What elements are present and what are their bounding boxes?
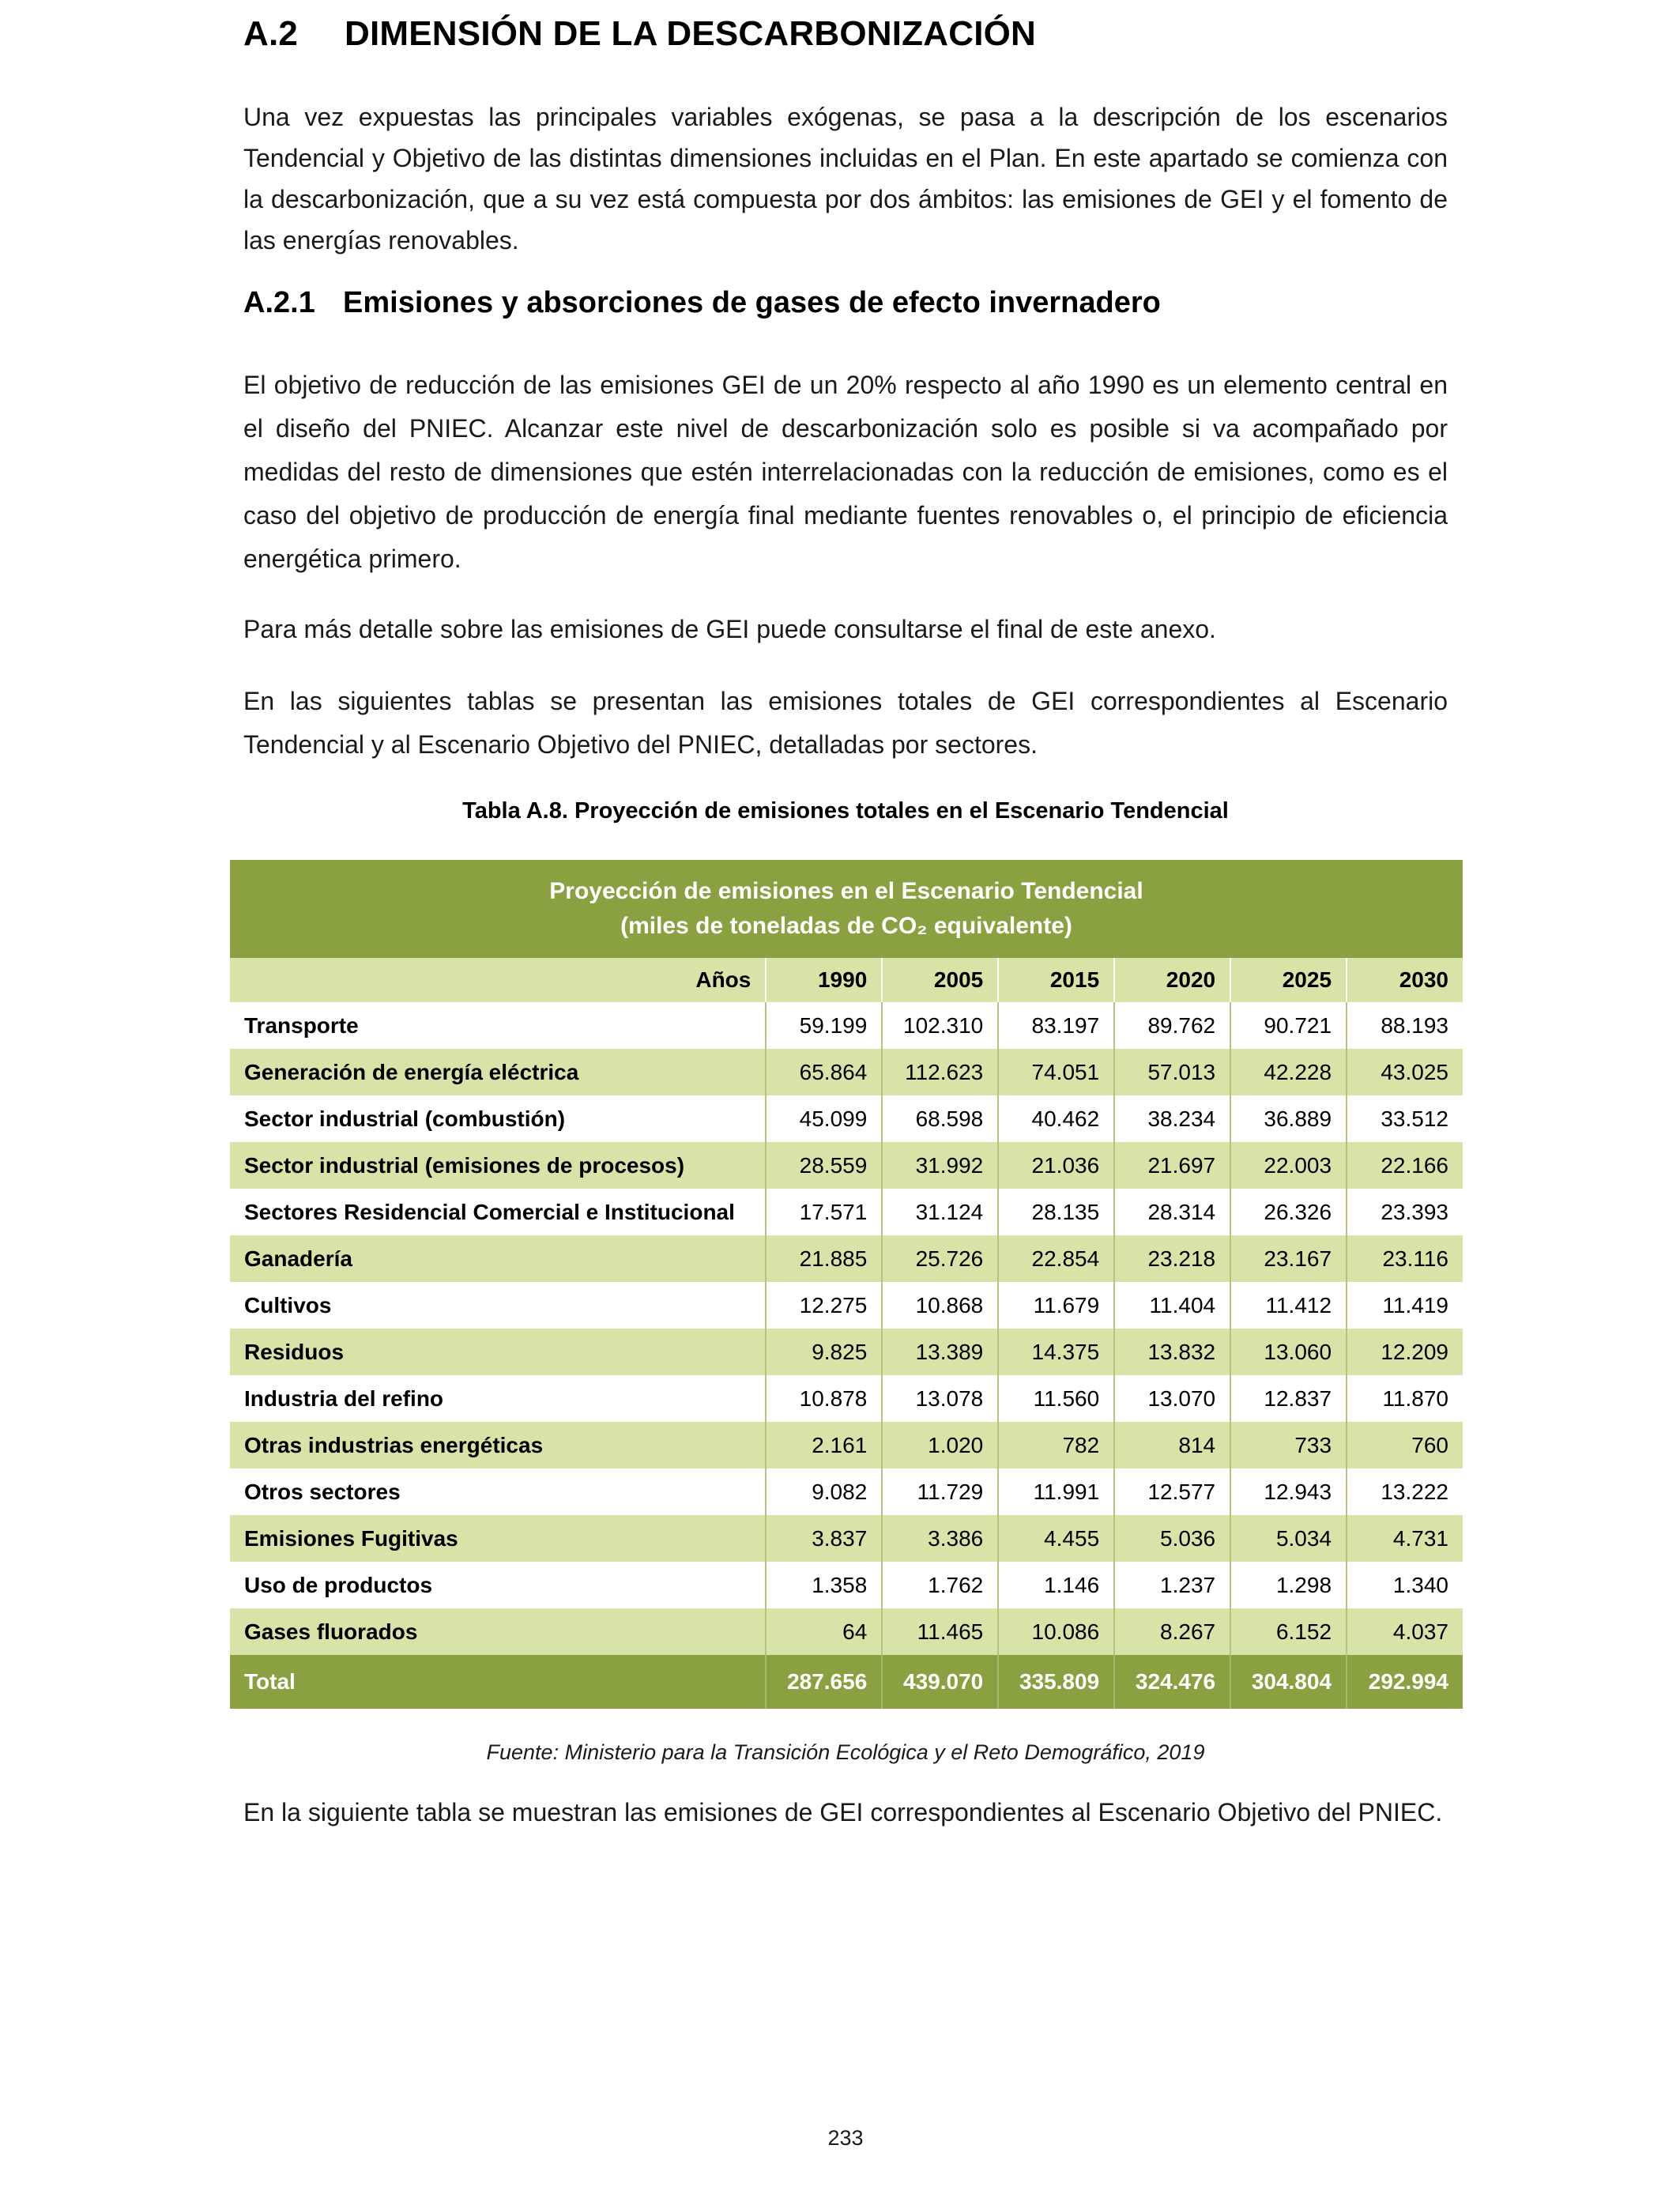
value-cell: 12.577 [1114, 1468, 1230, 1515]
table-row [230, 1562, 1463, 1608]
value-cell: 10.868 [882, 1282, 998, 1329]
value-cell: 25.726 [882, 1235, 998, 1282]
subsection-title: Emisiones y absorciones de gases de efecto invernadero [343, 286, 1161, 319]
value-cell: 26.326 [1230, 1189, 1347, 1235]
table-row [230, 1608, 1463, 1655]
value-cell: 38.234 [1114, 1095, 1230, 1142]
value-cell: 1.340 [1347, 1562, 1463, 1608]
value-cell: 59.199 [766, 1002, 882, 1049]
value-cell: 89.762 [1114, 1002, 1230, 1049]
row-label: Uso de productos [230, 1562, 766, 1608]
table-body [230, 1002, 1463, 1655]
row-label: Sectores Residencial Comercial e Institucional [230, 1189, 766, 1235]
value-cell: 13.078 [882, 1375, 998, 1422]
value-cell: 21.036 [998, 1142, 1114, 1189]
value-cell: 28.314 [1114, 1189, 1230, 1235]
value-cell: 12.837 [1230, 1375, 1347, 1422]
closing-paragraph: En la siguiente tabla se muestran las emisiones de GEI correspondientes al Escenario Objetivo del PNIEC. [243, 1798, 1443, 1826]
year-header: 2020 [1114, 958, 1230, 1002]
years-header-row [230, 958, 1463, 1002]
value-cell: 43.025 [1347, 1049, 1463, 1095]
value-cell: 814 [1114, 1422, 1230, 1468]
value-cell: 9.082 [766, 1468, 882, 1515]
value-cell: 11.419 [1347, 1282, 1463, 1329]
value-cell: 13.389 [882, 1329, 998, 1375]
value-cell: 11.729 [882, 1468, 998, 1515]
table-row [230, 1515, 1463, 1562]
value-cell: 11.870 [1347, 1375, 1463, 1422]
year-header: 2025 [1230, 958, 1347, 1002]
value-cell: 23.116 [1347, 1235, 1463, 1282]
year-header: 2015 [998, 958, 1114, 1002]
value-cell: 11.404 [1114, 1282, 1230, 1329]
value-cell: 45.099 [766, 1095, 882, 1142]
row-label: Sector industrial (combustión) [230, 1095, 766, 1142]
value-cell: 65.864 [766, 1049, 882, 1095]
value-cell: 90.721 [1230, 1002, 1347, 1049]
table-row [230, 1375, 1463, 1422]
value-cell: 10.878 [766, 1375, 882, 1422]
table-row [230, 1282, 1463, 1329]
total-label: Total [230, 1655, 766, 1709]
value-cell: 782 [998, 1422, 1114, 1468]
value-cell: 1.146 [998, 1562, 1114, 1608]
table-row [230, 1468, 1463, 1515]
row-label: Ganadería [230, 1235, 766, 1282]
value-cell: 57.013 [1114, 1049, 1230, 1095]
value-cell: 14.375 [998, 1329, 1114, 1375]
value-cell: 102.310 [882, 1002, 998, 1049]
value-cell: 68.598 [882, 1095, 998, 1142]
table-row [230, 1049, 1463, 1095]
row-label: Industria del refino [230, 1375, 766, 1422]
row-label: Otras industrias energéticas [230, 1422, 766, 1468]
value-cell: 1.237 [1114, 1562, 1230, 1608]
value-cell: 74.051 [998, 1049, 1114, 1095]
value-cell: 12.209 [1347, 1329, 1463, 1375]
year-header: 2030 [1347, 958, 1463, 1002]
value-cell: 88.193 [1347, 1002, 1463, 1049]
row-label: Residuos [230, 1329, 766, 1375]
value-cell: 12.275 [766, 1282, 882, 1329]
row-label: Sector industrial (emisiones de procesos) [230, 1142, 766, 1189]
value-cell: 760 [1347, 1422, 1463, 1468]
paragraph-objective: El objetivo de reducción de las emisiones GEI de un 20% respecto al año 1990 es un elemento central en el diseño del PNIEC. Alcanzar este nivel de descarbonización solo es posible si va acompañado por medidas del resto de dimensiones que estén interrelacionadas con la reducción de emisiones, como es el caso del objetivo de producción de energía final mediante fuentes renovables o, el principio de eficiencia energética primero. [243, 371, 1448, 573]
value-cell: 23.393 [1347, 1189, 1463, 1235]
value-cell: 4.455 [998, 1515, 1114, 1562]
total-cell: 335.809 [998, 1655, 1114, 1709]
value-cell: 21.697 [1114, 1142, 1230, 1189]
row-label: Transporte [230, 1002, 766, 1049]
value-cell: 11.991 [998, 1468, 1114, 1515]
total-cell: 304.804 [1230, 1655, 1347, 1709]
value-cell: 13.060 [1230, 1329, 1347, 1375]
value-cell: 23.167 [1230, 1235, 1347, 1282]
value-cell: 40.462 [998, 1095, 1114, 1142]
intro-paragraph: Una vez expuestas las principales variables exógenas, se pasa a la descripción de los escenarios Tendencial y Objetivo de las distintas dimensiones incluidas en el Plan. En este apartado se comienza con la descarbonización, que a su vez está compuesta por dos ámbitos: las emisiones de GEI y el fomento de las energías renovables. [243, 103, 1448, 254]
paragraph-detail: Para más detalle sobre las emisiones de GEI puede consultarse el final de este anexo. [243, 615, 1216, 643]
total-cell: 287.656 [766, 1655, 882, 1709]
emissions-table [230, 860, 1463, 1709]
table-title [230, 860, 1463, 958]
row-label: Generación de energía eléctrica [230, 1049, 766, 1095]
section-number: A.2 [243, 14, 299, 53]
value-cell: 6.152 [1230, 1608, 1347, 1655]
value-cell: 13.070 [1114, 1375, 1230, 1422]
value-cell: 64 [766, 1608, 882, 1655]
value-cell: 28.559 [766, 1142, 882, 1189]
emissions-table-container [230, 860, 1463, 1709]
value-cell: 36.889 [1230, 1095, 1347, 1142]
subsection-number: A.2.1 [243, 286, 315, 319]
page-number: 233 [827, 2126, 864, 2150]
value-cell: 21.885 [766, 1235, 882, 1282]
years-label: Años [230, 958, 766, 1002]
value-cell: 11.679 [998, 1282, 1114, 1329]
table-row [230, 1142, 1463, 1189]
value-cell: 2.161 [766, 1422, 882, 1468]
value-cell: 42.228 [1230, 1049, 1347, 1095]
table-row [230, 1189, 1463, 1235]
value-cell: 8.267 [1114, 1608, 1230, 1655]
value-cell: 28.135 [998, 1189, 1114, 1235]
value-cell: 10.086 [998, 1608, 1114, 1655]
value-cell: 12.943 [1230, 1468, 1347, 1515]
value-cell: 17.571 [766, 1189, 882, 1235]
table-row [230, 1095, 1463, 1142]
value-cell: 3.837 [766, 1515, 882, 1562]
section-title: DIMENSIÓN DE LA DESCARBONIZACIÓN [345, 14, 1037, 53]
table-row [230, 1329, 1463, 1375]
value-cell: 1.762 [882, 1562, 998, 1608]
value-cell: 13.832 [1114, 1329, 1230, 1375]
value-cell: 4.731 [1347, 1515, 1463, 1562]
value-cell: 112.623 [882, 1049, 998, 1095]
value-cell: 11.412 [1230, 1282, 1347, 1329]
value-cell: 11.560 [998, 1375, 1114, 1422]
value-cell: 33.512 [1347, 1095, 1463, 1142]
value-cell: 22.166 [1347, 1142, 1463, 1189]
value-cell: 733 [1230, 1422, 1347, 1468]
table-row [230, 1002, 1463, 1049]
value-cell: 3.386 [882, 1515, 998, 1562]
table-caption: Tabla A.8. Proyección de emisiones totales en el Escenario Tendencial [462, 798, 1229, 824]
year-header: 2005 [882, 958, 998, 1002]
value-cell: 1.020 [882, 1422, 998, 1468]
value-cell: 1.358 [766, 1562, 882, 1608]
value-cell: 13.222 [1347, 1468, 1463, 1515]
value-cell: 9.825 [766, 1329, 882, 1375]
row-label: Otros sectores [230, 1468, 766, 1515]
total-cell: 292.994 [1347, 1655, 1463, 1709]
total-row [230, 1655, 1463, 1709]
total-cell: 439.070 [882, 1655, 998, 1709]
row-label: Emisiones Fugitivas [230, 1515, 766, 1562]
row-label: Cultivos [230, 1282, 766, 1329]
table-row [230, 1235, 1463, 1282]
table-title-line1: Proyección de emisiones en el Escenario Tendencial [549, 878, 1143, 904]
value-cell: 5.036 [1114, 1515, 1230, 1562]
value-cell: 4.037 [1347, 1608, 1463, 1655]
table-row [230, 1422, 1463, 1468]
table-title-line2: (miles de toneladas de CO₂ equivalente) [620, 913, 1072, 939]
value-cell: 31.124 [882, 1189, 998, 1235]
total-cell: 324.476 [1114, 1655, 1230, 1709]
value-cell: 23.218 [1114, 1235, 1230, 1282]
value-cell: 11.465 [882, 1608, 998, 1655]
table-source: Fuente: Ministerio para la Transición Ecológica y el Reto Demográfico, 2019 [486, 1740, 1205, 1764]
paragraph-tables-intro: En las siguientes tablas se presentan las emisiones totales de GEI correspondientes al Escenario Tendencial y al Escenario Objetivo del PNIEC, detalladas por sectores. [243, 687, 1448, 759]
value-cell: 22.003 [1230, 1142, 1347, 1189]
value-cell: 22.854 [998, 1235, 1114, 1282]
value-cell: 1.298 [1230, 1562, 1347, 1608]
value-cell: 31.992 [882, 1142, 998, 1189]
row-label: Gases fluorados [230, 1608, 766, 1655]
section-heading [243, 14, 1036, 54]
subsection-heading [243, 286, 1161, 320]
value-cell: 83.197 [998, 1002, 1114, 1049]
year-header: 1990 [766, 958, 882, 1002]
value-cell: 5.034 [1230, 1515, 1347, 1562]
